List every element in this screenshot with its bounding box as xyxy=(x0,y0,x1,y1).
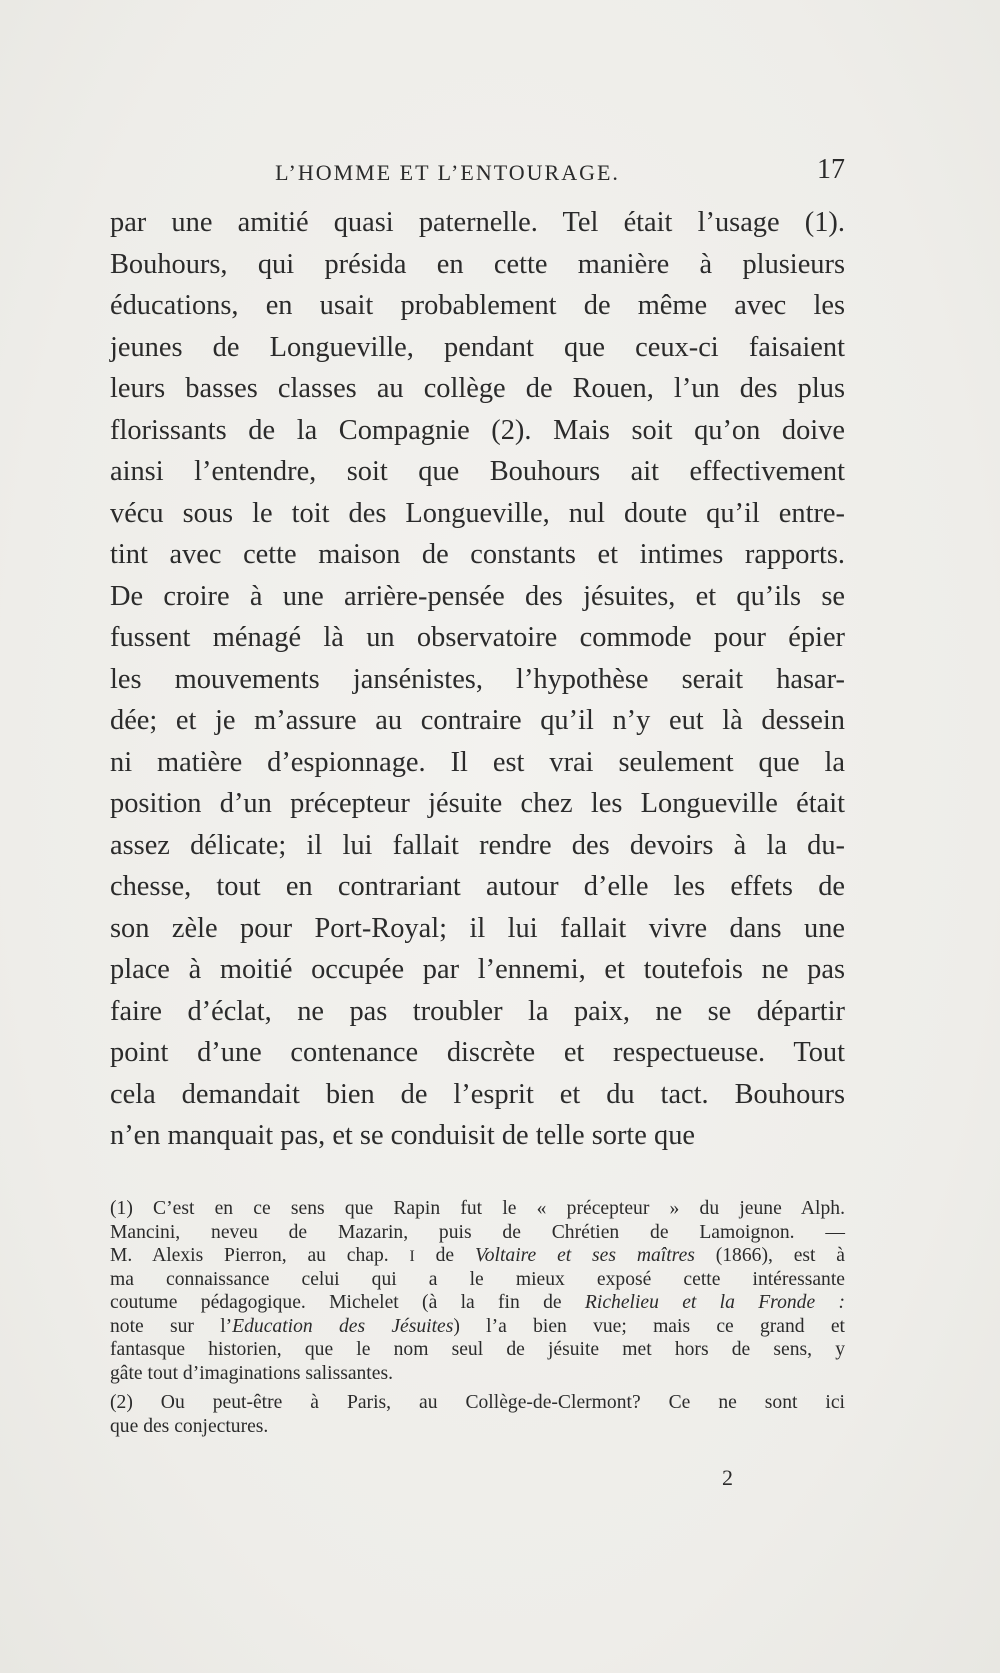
text-line: fussent ménagé là un observatoire commode pour épier xyxy=(110,622,845,653)
footnote-line: ma connaissance celui qui a le mieux exposé cette intéressante xyxy=(110,1268,845,1290)
running-head: L’HOMME ET L’ENTOURAGE. xyxy=(275,160,620,185)
footnote-line: (2) Ou peut-être à Paris, au Collège-de-Clermont? Ce ne sont ici xyxy=(110,1392,845,1413)
page-header xyxy=(110,154,845,192)
text-line: cela demandait bien de l’esprit et du tact. Bouhours xyxy=(110,1078,845,1110)
chapter-numeral: I xyxy=(409,1248,415,1265)
book-title: Education des Jésuites xyxy=(232,1315,454,1337)
page-number: 17 xyxy=(817,154,845,185)
footnote-line: gâte tout d’imaginations salissantes. xyxy=(110,1362,393,1384)
footnote-1 xyxy=(110,1197,845,1385)
text-line: vécu sous le toit des Longueville, nul doute qu’il entre- xyxy=(110,497,845,529)
text-line: leurs basses classes au collège de Rouen, l’un des plus xyxy=(110,373,845,404)
text-line: point d’une contenance discrète et respectueuse. Tout xyxy=(110,1037,845,1068)
text-line: les mouvements jansénistes, l’hypothèse serait hasar- xyxy=(110,663,845,695)
footnote-text: de xyxy=(414,1245,475,1266)
text-line: par une amitié quasi paternelle. Tel était l’usage (1). xyxy=(110,207,845,238)
text-line: place à moitié occupée par l’ennemi, et toutefois ne pas xyxy=(110,954,845,985)
text-line: dée; et je m’assure au contraire qu’il n’y eut là dessein xyxy=(110,705,845,736)
footnote-text: note sur l’ xyxy=(110,1315,233,1337)
footnote-line: fantasque historien, que le nom seul de jésuite met hors de sens, y xyxy=(110,1339,845,1360)
text-line: florissants de la Compagnie (2). Mais soit qu’on doive xyxy=(110,414,845,446)
footnote-line: que des conjectures. xyxy=(110,1415,269,1437)
text-line: Bouhours, qui présida en cette manière à plusieurs xyxy=(110,248,845,280)
book-title: Voltaire et ses maîtres xyxy=(474,1245,695,1266)
body-text xyxy=(110,202,845,1157)
text-line: De croire à une arrière-pensée des jésuites, et qu’ils se xyxy=(110,580,845,612)
signature-mark: 2 xyxy=(722,1465,733,1490)
text-line: assez délicate; il lui fallait rendre des devoirs à la du- xyxy=(110,829,845,861)
text-line: tint avec cette maison de constants et intimes rapports. xyxy=(110,539,845,570)
text-line: faire d’éclat, ne pas troubler la paix, ne se départir xyxy=(110,995,845,1027)
text-line: éducations, en usait probablement de même avec les xyxy=(110,290,845,321)
book-title: Richelieu et la Fronde : xyxy=(584,1292,846,1313)
footnote-text: M. Alexis Pierron, au chap. xyxy=(110,1245,410,1266)
footnote-text: (1866), est à xyxy=(694,1245,846,1266)
text-line: chesse, tout en contrariant autour d’elle les effets de xyxy=(110,871,845,902)
text-line: ni matière d’espionnage. Il est vrai seulement que la xyxy=(110,746,845,778)
footnote-line xyxy=(110,1291,845,1315)
text-line: ainsi l’entendre, soit que Bouhours ait effectivement xyxy=(110,456,845,487)
text-line: jeunes de Longueville, pendant que ceux-ci faisaient xyxy=(110,331,845,363)
text-line: position d’un précepteur jésuite chez les Longueville était xyxy=(110,788,845,819)
footnotes xyxy=(110,1197,845,1438)
text-line: son zèle pour Port-Royal; il lui fallait vivre dans une xyxy=(110,912,845,944)
footnote-line: Mancini, neveu de Mazarin, puis de Chrétien de Lamoignon. — xyxy=(110,1221,845,1243)
footnote-text: coutume pédagogique. Michelet (à la fin de xyxy=(110,1292,585,1313)
text-line: n’en manquait pas, et se conduisit de telle sorte que xyxy=(110,1120,695,1151)
footnote-line xyxy=(110,1244,845,1268)
footnote-line xyxy=(110,1315,845,1339)
footnote-text: ) l’a bien vue; mais ce grand et xyxy=(453,1315,845,1337)
footnote-2 xyxy=(110,1391,845,1438)
footnote-line: (1) C’est en ce sens que Rapin fut le « précepteur » du jeune Alph. xyxy=(110,1198,845,1219)
